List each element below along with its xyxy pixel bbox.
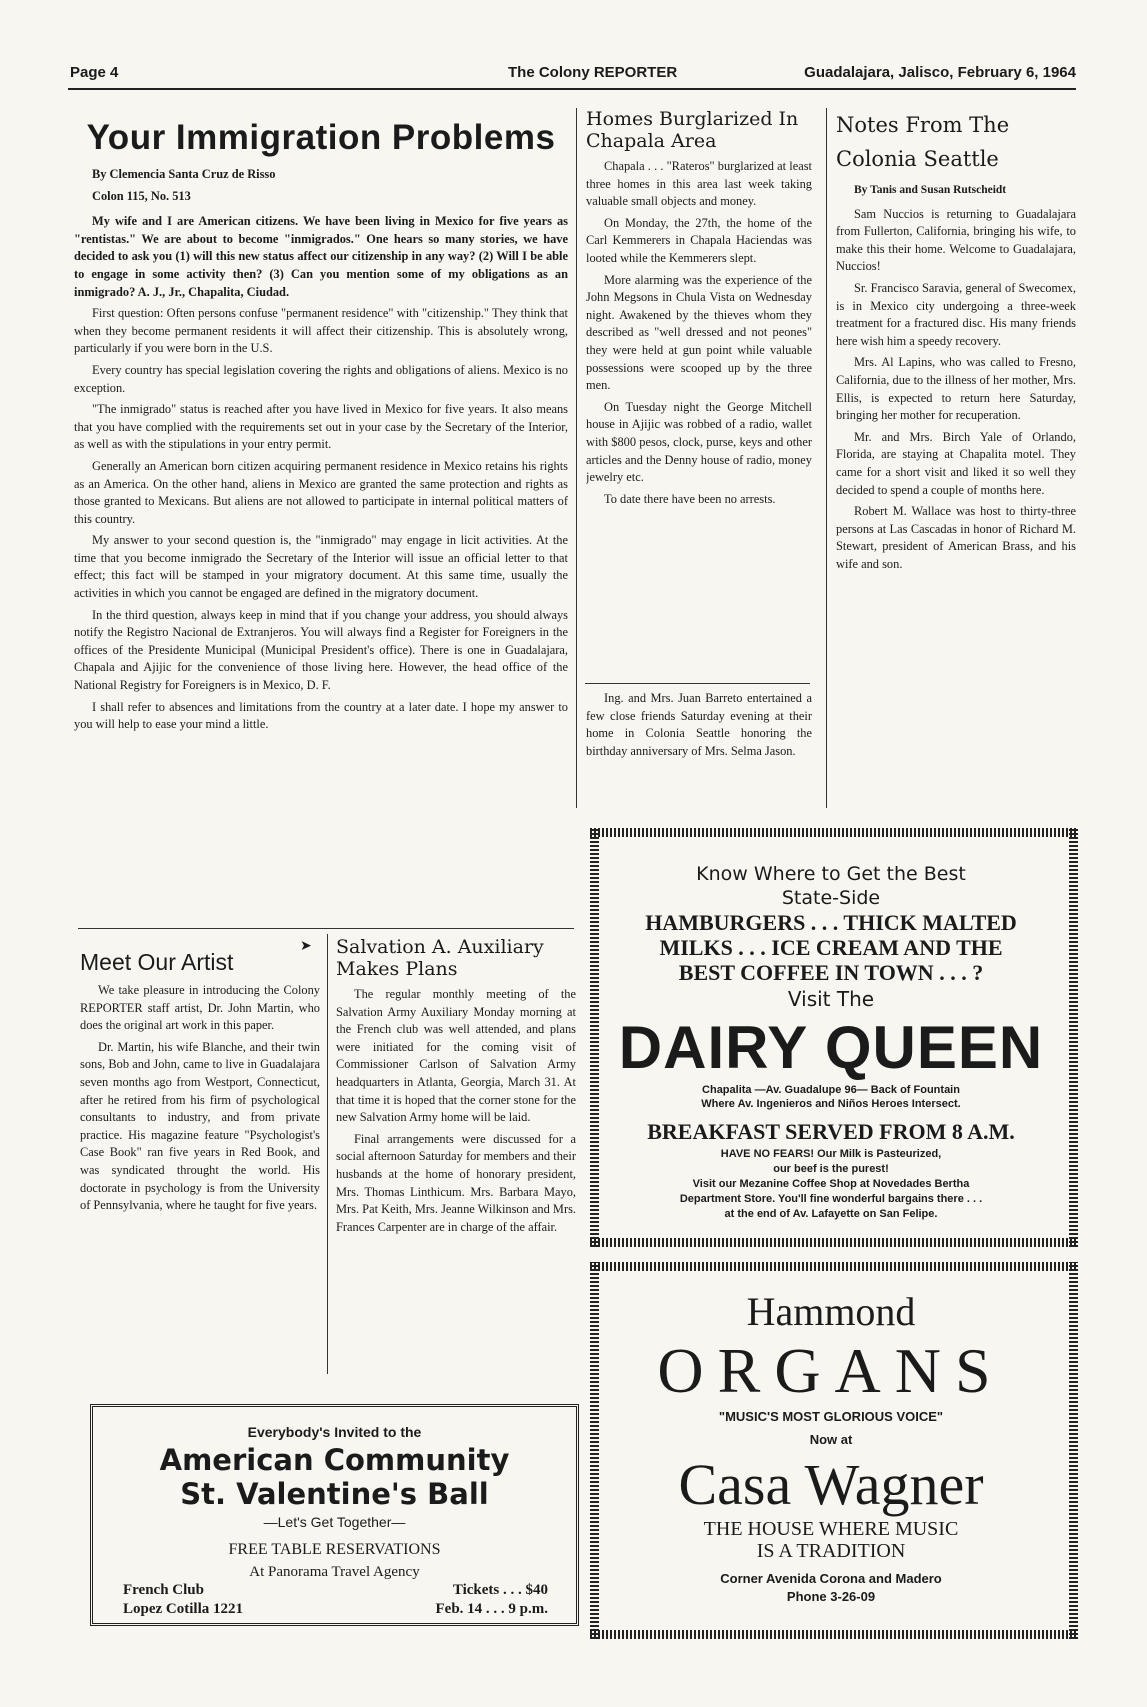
artist-article (80, 948, 320, 1374)
article-paragraph: Mrs. Al Lapins, who was called to Fresno, California, due to the illness of her mother, Mrs. Ellis, is expected to return here Saturday, bringing her mother for recuperation. (836, 355, 1076, 423)
article-paragraph: My answer to your second question is, the "inmigrado" may engage in licit activities. At the time that you become inmigrado the Secretary of the Interior will issue an official letter to that effect; this fact will be stamped in your migratory document. At this same time, usually the activities in which you cannot be engaged are defined in the migratory document. (74, 533, 568, 601)
ad-slogan: "MUSIC'S MOST GLORIOUS VOICE" (718, 1409, 944, 1424)
article-headline: Homes Burglarized In Chapala Area (586, 108, 799, 152)
page-number: Page 4 (70, 64, 119, 81)
section-rule (78, 928, 574, 929)
ad-breakfast: BREAKFAST SERVED FROM 8 A.M. (647, 1119, 1015, 1144)
ad-line: our beef is the purest! (773, 1163, 889, 1175)
ad-border (590, 1238, 1078, 1247)
ad-line: State-Side (781, 887, 881, 909)
column-rule (576, 108, 577, 808)
ad-line: Visit The (787, 987, 875, 1011)
article-paragraph: Robert M. Wallace was host to thirty-three persons at Las Cascadas in honor of Richard M. Stewart, president of American Brass, and his wife and son. (836, 504, 1076, 571)
ad-border (590, 828, 1078, 837)
article-headline: Salvation A. Auxiliary Makes Plans (336, 936, 544, 980)
reader-question: My wife and I are American citizens. We have been living in Mexico for five years as "rentistas." We are about to become "inmigrados." One hears so many stories, we have decided to ask you (1) will this new status affect our citizenship in any way? (2) Will I be able to engage in some activity then? (3) Can you mention some of my obligations as an inmigrado? A. J., Jr., Chapalita, Ciudad. (74, 214, 568, 299)
ad-venue (123, 1581, 243, 1619)
article-paragraph: More alarming was the experience of the John Megsons in Chula Vista on Wednesday night. Awakened by the thieves whom they described as "well dressed and not peones" they were held at gun point while valuable possessions were scooped up by the three men. (586, 272, 812, 393)
ad-line: —Let's Get Together— (263, 1514, 406, 1530)
venue-address: Lopez Cotilla 1221 (123, 1601, 243, 1617)
ad-border (590, 828, 599, 1247)
column-rule (327, 934, 328, 1374)
ad-phone: Phone 3-26-09 (786, 1589, 876, 1604)
event-date: Feb. 14 . . . 9 p.m. (435, 1601, 548, 1617)
ad-line: Hammond (746, 1289, 916, 1334)
article-paragraph: Ing. and Mrs. Juan Barreto entertained a few close friends Saturday evening at their home in Colonia Seattle honoring the birthday anniversary of Mrs. Selma Jason. (586, 691, 812, 758)
dairy-queen-ad (604, 842, 1058, 1230)
ad-title: American Community (159, 1443, 510, 1477)
ad-line: MILKS . . . ICE CREAM AND THE (659, 935, 1003, 960)
article-paragraph: Sam Nuccios is returning to Guadalajara from Fullerton, California, bringing his wife, to make this their home. Welcome to Guadalajara, Nuccios! (836, 206, 1076, 274)
article-headline: Notes From The Colonia Seattle (836, 113, 1010, 171)
artist-pointer-icon: ➤ (300, 938, 312, 954)
immigration-article (74, 118, 568, 924)
ad-line: HAMBURGERS . . . THICK MALTED (645, 910, 1017, 935)
article-paragraph: Dr. Martin, his wife Blanche, and their twin sons, Bob and John, came to live in Guadalajara seven months ago from Westport, Connecticut, after he retired from his firm of psychological consultants to industry, and from private practice. His magazine feature "Psychologist's Case Book" ran five years in Red Book, and was syndicated throught the world. His doctorate in psychology is from the University of Pennsylvania, where he taught for five years. (80, 1039, 320, 1213)
dateline: Guadalajara, Jalisco, February 6, 1964 (804, 64, 1076, 81)
article-paragraph: The regular monthly meeting of the Salvation Army Auxiliary Monday morning at the French club was well attended, and plans were initiated for the coming visit of Commissioner Carlson of Salvation Army headquarters in Atlanta, Georgia, March 31. At that time it is hoped that the corner stone for the new Salvation Army home will be laid. (336, 987, 576, 1125)
ad-border (590, 1630, 1078, 1639)
valentines-ball-ad (90, 1404, 579, 1626)
ad-border (1069, 828, 1078, 1247)
newspaper-title: The Colony REPORTER (508, 64, 678, 81)
article-paragraph: Every country has special legislation covering the rights and obligations of aliens. Mexico is no exception. (74, 362, 568, 395)
ad-tickets (436, 1581, 549, 1619)
ticket-price: Tickets . . . $40 (452, 1582, 548, 1598)
salvation-article (336, 936, 576, 1376)
ad-line: Know Where to Get the Best (696, 863, 966, 885)
ad-brand: DAIRY QUEEN (618, 1014, 1044, 1081)
ad-line: At Panorama Travel Agency (249, 1564, 420, 1580)
ad-line: Visit our Mezanine Coffee Shop at Novedades Bertha (692, 1178, 970, 1190)
ad-address: Corner Avenida Corona and Madero (720, 1571, 942, 1586)
article-paragraph: "The inmigrado" status is reached after you have lived in Mexico for five years. It also means that you have complied with the requirements set out in your case by the Secretary of the Interior, as well as with the stipulations in your entry permit. (74, 402, 568, 452)
ad-border (590, 1262, 599, 1639)
ad-location: Where Av. Ingenieros and Niños Heroes Intersect. (701, 1098, 961, 1110)
ad-location: Chapalita —Av. Guadalupe 96— Back of Fountain (702, 1084, 960, 1096)
article-paragraph: Sr. Francisco Saravia, general of Swecomex, is in Mexico city undergoing a three-week treatment for a fractured disc. His many friends here wish him a speedy recovery. (836, 280, 1076, 348)
ad-line: Now at (809, 1432, 853, 1447)
article-headline: Meet Our Artist (80, 949, 234, 975)
article-paragraph: In the third question, always keep in mind that if you change your address, you should always notify the Registro Nacional de Extranjeros. You will always find a Register for Foreigners in the offices of the Presidente Municipal (Municipal President's office). There is one in Guadalajara, Chapala and Ajijic for the convenience of those living here. However, the head office of the National Registry for Foreigners is in Mexico, D. F. (74, 607, 568, 693)
ad-line: FREE TABLE RESERVATIONS (228, 1541, 441, 1558)
article-headline: Your Immigration Problems (86, 118, 556, 157)
article-paragraph: On Monday, the 27th, the home of the Carl Kemmerers in Chapala Haciendas was looted while the Kemmerers slept. (586, 215, 812, 265)
article-paragraph: I shall refer to absences and limitations from the country at a later date. I hope my answer to you will help to ease your mind a little. (74, 699, 568, 732)
social-note (586, 690, 812, 810)
ad-line: ORGANS (657, 1335, 1005, 1406)
article-paragraph: We take pleasure in introducing the Colony REPORTER staff artist, Dr. John Martin, who does the original art work in this paper. (80, 983, 320, 1033)
article-paragraph: Mr. and Mrs. Birch Yale of Orlando, Florida, are staying at Chapalita motel. They came for a short visit and liked it so well they decided to spend a couple of months here. (836, 429, 1076, 497)
venue-name: French Club (123, 1582, 204, 1598)
page-header (68, 60, 1076, 90)
article-paragraph: Chapala . . . "Rateros" burglarized at least three homes in this area last week taking valuable small objects and money. (586, 159, 812, 209)
ad-border (590, 1262, 1078, 1271)
article-byline: By Clemencia Santa Cruz de Risso (92, 167, 276, 181)
article-paragraph: Generally an American born citizen acquiring permanent residence in Mexico retains his rights as an America. On the other hand, aliens in Mexico are granted the same protection and rights as those granted to Mexicans. But aliens are not allowed to participate in internal political matters of this country. (74, 458, 568, 526)
article-byline: By Tanis and Susan Rutscheidt (854, 184, 1007, 196)
article-paragraph: To date there have been no arrests. (604, 491, 776, 506)
ad-line: at the end of Av. Lafayette on San Felipe. (724, 1208, 938, 1220)
article-paragraph: Final arrangements were discussed for a social afternoon Saturday for members and their husbands at the home of honorary president, Mrs. Thomas Linthicum. Mrs. Barbara Mayo, Mrs. Pat Keith, Mrs. Jeanne Wilkinson and Mrs. Frances Carpenter are in charge of the affair. (336, 1131, 576, 1234)
ad-line: BEST COFFEE IN TOWN . . . ? (678, 960, 984, 985)
ad-line: Department Store. You'll fine wonderful bargains there . . . (679, 1193, 983, 1205)
hammond-organs-ad (604, 1274, 1058, 1628)
ad-title: St. Valentine's Ball (180, 1477, 489, 1511)
ad-line: HAVE NO FEARS! Our Milk is Pasteurized, (720, 1148, 942, 1160)
ad-line: Everybody's Invited to the (247, 1424, 422, 1440)
notes-column (836, 108, 1076, 808)
ad-border (1069, 1262, 1078, 1639)
article-paragraph: First question: Often persons confuse "permanent residence" with "citizenship." They think that when they become permanent residents it will affect their citizenship. This is absolutely wrong, particularly if you were born in the U.S. (74, 306, 568, 356)
article-address: Colon 115, No. 513 (92, 188, 191, 203)
article-paragraph: On Tuesday night the George Mitchell house in Ajijic was robbed of a radio, wallet with $800 pesos, clock, purse, keys and other articles and the Denny house of radio, money jewelry etc. (586, 399, 812, 485)
column-rule (826, 108, 827, 808)
ad-line: IS A TRADITION (756, 1540, 906, 1562)
ad-line: THE HOUSE WHERE MUSIC (703, 1518, 959, 1540)
ad-store: Casa Wagner (678, 1452, 984, 1517)
